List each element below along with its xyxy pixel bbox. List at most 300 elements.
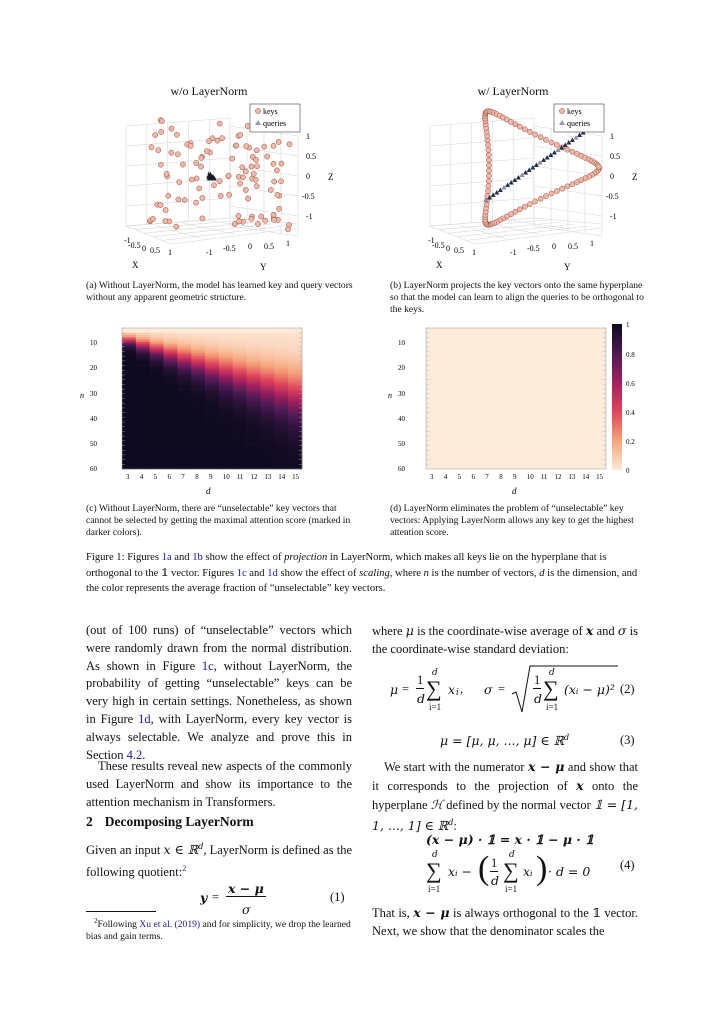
heat-cell bbox=[191, 399, 205, 402]
heat-cell bbox=[288, 441, 302, 444]
z-axis-label: Z bbox=[632, 172, 638, 182]
heat-cell bbox=[191, 335, 205, 338]
x-tick: 3 bbox=[125, 473, 130, 481]
heat-cell bbox=[247, 438, 261, 441]
heat-cell bbox=[260, 413, 274, 416]
heat-cell bbox=[233, 448, 247, 451]
heat-cell bbox=[164, 344, 178, 347]
heat-cell bbox=[233, 413, 247, 416]
heat-cell bbox=[205, 427, 219, 430]
key-point bbox=[486, 168, 491, 173]
heat-cell bbox=[150, 344, 164, 347]
heat-cell bbox=[274, 464, 288, 467]
key-point bbox=[527, 202, 532, 207]
heat-cell bbox=[205, 417, 219, 420]
colorbar-tick: 0.4 bbox=[626, 409, 635, 417]
heat-cell bbox=[260, 427, 274, 430]
heat-cell bbox=[260, 417, 274, 420]
heat-cell bbox=[150, 438, 164, 441]
x-tick: 4 bbox=[443, 473, 448, 481]
heat-cell bbox=[219, 380, 233, 383]
figure-ref-1b[interactable]: 1b bbox=[192, 552, 203, 563]
heat-cell bbox=[191, 460, 205, 463]
heat-cell bbox=[205, 443, 219, 446]
figure-ref-1d[interactable]: 1d bbox=[267, 567, 278, 579]
heat-cell bbox=[274, 420, 288, 423]
x-tick: 14 bbox=[582, 473, 590, 481]
heat-cell bbox=[191, 330, 205, 333]
heat-cell bbox=[164, 368, 178, 371]
heat-cell bbox=[219, 436, 233, 439]
heat-cell bbox=[219, 410, 233, 413]
y-tick: 60 bbox=[398, 465, 405, 473]
heat-cell bbox=[247, 422, 261, 425]
key-point bbox=[271, 212, 276, 217]
heat-cell bbox=[164, 462, 178, 465]
footnote-mark[interactable]: 2 bbox=[182, 863, 187, 873]
key-point bbox=[271, 217, 276, 222]
heat-cell bbox=[164, 391, 178, 394]
heat-cell bbox=[260, 399, 274, 402]
heat-cell bbox=[233, 438, 247, 441]
heat-cell bbox=[191, 333, 205, 336]
heat-cell bbox=[205, 328, 219, 331]
heat-cell bbox=[233, 333, 247, 336]
heat-cell bbox=[260, 363, 274, 366]
heat-cell bbox=[274, 361, 288, 364]
heat-cell bbox=[136, 438, 150, 441]
key-point bbox=[244, 144, 249, 149]
heat-cell bbox=[136, 330, 150, 333]
heat-cell bbox=[136, 403, 150, 406]
key-point bbox=[198, 164, 203, 169]
heat-cell bbox=[150, 384, 164, 387]
heat-cell bbox=[150, 366, 164, 369]
citation-xu-2019[interactable]: Xu et al. (2019) bbox=[139, 919, 201, 931]
heat-cell bbox=[122, 333, 136, 336]
heat-cell bbox=[219, 462, 233, 465]
x-tick: 12 bbox=[554, 473, 562, 481]
heat-cell bbox=[164, 403, 178, 406]
heat-cell bbox=[233, 344, 247, 347]
y-tick: 0.5 bbox=[568, 242, 578, 251]
heat-cell bbox=[233, 382, 247, 385]
heat-cell bbox=[136, 462, 150, 465]
key-point bbox=[238, 132, 243, 137]
y-tick: 50 bbox=[90, 440, 97, 448]
heat-cell bbox=[164, 380, 178, 383]
heat-cell bbox=[260, 330, 274, 333]
y-tick: 0 bbox=[248, 242, 252, 251]
heat-cell bbox=[136, 434, 150, 437]
heat-cell bbox=[260, 394, 274, 397]
heat-cell bbox=[136, 368, 150, 371]
query-point bbox=[574, 135, 579, 140]
heat-cell bbox=[136, 401, 150, 404]
heat-cell bbox=[274, 443, 288, 446]
key-point bbox=[560, 186, 565, 191]
heat-cell bbox=[247, 349, 261, 352]
panel-b-3d-scatter bbox=[414, 98, 644, 278]
heat-cell bbox=[274, 399, 288, 402]
y-tick: 30 bbox=[90, 390, 97, 398]
heat-cell bbox=[150, 328, 164, 331]
y-tick: -0.5 bbox=[223, 244, 236, 253]
equation-2-number: (2) bbox=[620, 682, 635, 696]
heat-cell bbox=[150, 415, 164, 418]
heat-cell bbox=[136, 352, 150, 355]
heat-cell bbox=[219, 408, 233, 411]
key-point bbox=[158, 202, 163, 207]
heat-cell bbox=[122, 464, 136, 467]
heat-cell bbox=[260, 438, 274, 441]
heat-cell bbox=[219, 375, 233, 378]
heat-cell bbox=[150, 330, 164, 333]
key-point bbox=[517, 124, 522, 129]
heat-cell bbox=[191, 342, 205, 345]
heat-cell bbox=[205, 370, 219, 373]
colorbar-tick: 0.8 bbox=[626, 351, 635, 359]
heat-cell bbox=[205, 446, 219, 449]
heat-cell bbox=[164, 434, 178, 437]
heat-cell bbox=[136, 410, 150, 413]
key-point bbox=[485, 142, 490, 147]
heat-cell bbox=[233, 373, 247, 376]
heat-cell bbox=[205, 335, 219, 338]
heat-cell bbox=[274, 356, 288, 359]
panel-a-3d-scatter bbox=[110, 98, 340, 278]
grid-line bbox=[430, 158, 534, 166]
heat-cell bbox=[288, 380, 302, 383]
equation-2: μ = 1 d d ∑ i=1 x i , σ = 1 d d ∑ i=1 (xᵢ − μ)² (2) bbox=[390, 664, 640, 720]
x-tick: 5 bbox=[153, 473, 158, 481]
key-point bbox=[486, 147, 491, 152]
query-point bbox=[534, 163, 539, 168]
heat-cell bbox=[122, 436, 136, 439]
heat-cell bbox=[219, 349, 233, 352]
heat-cell bbox=[164, 354, 178, 357]
heat-cell bbox=[219, 450, 233, 453]
heat-cell bbox=[274, 363, 288, 366]
x-tick: 8 bbox=[195, 473, 199, 481]
heat-cell bbox=[219, 406, 233, 409]
heat-cell bbox=[274, 352, 288, 355]
heat-cell bbox=[177, 431, 191, 434]
key-point bbox=[227, 192, 232, 197]
heat-cell bbox=[288, 342, 302, 345]
heat-cell bbox=[150, 453, 164, 456]
heat-cell bbox=[205, 420, 219, 423]
key-point bbox=[251, 171, 256, 176]
panel-b-title: w/ LayerNorm bbox=[477, 84, 549, 98]
heat-cell bbox=[177, 403, 191, 406]
heat-cell bbox=[260, 380, 274, 383]
heat-cell bbox=[219, 366, 233, 369]
heat-cell bbox=[177, 434, 191, 437]
heat-cell bbox=[164, 410, 178, 413]
heat-cell bbox=[150, 431, 164, 434]
heat-cell bbox=[177, 455, 191, 458]
heat-cell bbox=[136, 399, 150, 402]
key-point bbox=[276, 139, 281, 144]
heat-cell bbox=[177, 457, 191, 460]
query-point bbox=[570, 138, 575, 143]
key-point bbox=[211, 183, 216, 188]
heat-cell bbox=[177, 399, 191, 402]
panel-d-cells bbox=[426, 328, 606, 469]
y-tick: 10 bbox=[398, 339, 405, 347]
heat-cell bbox=[122, 460, 136, 463]
heat-cell bbox=[205, 363, 219, 366]
heat-cell bbox=[219, 396, 233, 399]
figure-ref-1a[interactable]: 1a bbox=[161, 552, 172, 563]
x-tick: 6 bbox=[167, 473, 171, 481]
heat-cell bbox=[288, 389, 302, 392]
heat-cell bbox=[177, 330, 191, 333]
heat-cell bbox=[247, 359, 261, 362]
heat-cell bbox=[136, 384, 150, 387]
heat-cell bbox=[136, 417, 150, 420]
key-point bbox=[285, 227, 290, 232]
heat-cell bbox=[164, 359, 178, 362]
heat-cell bbox=[164, 349, 178, 352]
heat-cell bbox=[191, 347, 205, 350]
heat-cell bbox=[136, 347, 150, 350]
ref-section-4-2[interactable]: 4.2 bbox=[126, 747, 143, 762]
ref-figure-1c[interactable]: 1c bbox=[201, 658, 214, 673]
query-point bbox=[541, 158, 546, 163]
heat-cell bbox=[205, 356, 219, 359]
heat-cell bbox=[274, 450, 288, 453]
y-tick: 1 bbox=[286, 239, 290, 248]
heat-cell bbox=[191, 408, 205, 411]
heat-cell bbox=[177, 361, 191, 364]
y-tick: 0.5 bbox=[264, 242, 274, 251]
key-point bbox=[232, 221, 237, 226]
heat-cell bbox=[205, 422, 219, 425]
heat-cell bbox=[205, 399, 219, 402]
panel-b-caption: (b) LayerNorm projects the key vectors onto the same hyperplane so that the model can learn to align the queries to be orthogonal to the keys. bbox=[390, 280, 644, 315]
heat-cell bbox=[288, 436, 302, 439]
heat-cell bbox=[247, 415, 261, 418]
heat-cell bbox=[136, 457, 150, 460]
heat-cell bbox=[205, 396, 219, 399]
legend-keys-marker bbox=[559, 108, 564, 113]
heat-cell bbox=[191, 448, 205, 451]
heat-cell bbox=[177, 424, 191, 427]
heat-cell bbox=[247, 436, 261, 439]
heat-cell bbox=[177, 396, 191, 399]
heat-cell bbox=[233, 462, 247, 465]
heat-cell bbox=[288, 370, 302, 373]
heat-cell bbox=[233, 406, 247, 409]
heat-cell bbox=[164, 446, 178, 449]
key-point bbox=[230, 156, 235, 161]
heat-cell bbox=[219, 453, 233, 456]
heat-cell bbox=[136, 380, 150, 383]
ref-figure-1d[interactable]: 1d bbox=[138, 711, 151, 726]
heat-cell bbox=[247, 352, 261, 355]
heat-cell bbox=[288, 446, 302, 449]
x-tick: 15 bbox=[292, 473, 300, 481]
heat-cell bbox=[219, 429, 233, 432]
heat-cell bbox=[177, 352, 191, 355]
heat-cell bbox=[233, 387, 247, 390]
heat-cell bbox=[247, 396, 261, 399]
heat-cell bbox=[164, 438, 178, 441]
heat-cell bbox=[288, 347, 302, 350]
key-point bbox=[189, 177, 194, 182]
heat-cell bbox=[164, 422, 178, 425]
heat-cell bbox=[177, 462, 191, 465]
heat-cell bbox=[274, 448, 288, 451]
heat-cell bbox=[136, 408, 150, 411]
query-point bbox=[516, 175, 521, 180]
heat-cell bbox=[260, 366, 274, 369]
key-point bbox=[169, 126, 174, 131]
heat-cell bbox=[177, 460, 191, 463]
heat-cell bbox=[233, 377, 247, 380]
heat-cell bbox=[233, 352, 247, 355]
heat-cell bbox=[205, 340, 219, 343]
heat-cell bbox=[260, 354, 274, 357]
heat-cell bbox=[164, 340, 178, 343]
heat-cell bbox=[288, 403, 302, 406]
heat-cell bbox=[191, 420, 205, 423]
heat-cell bbox=[136, 349, 150, 352]
heat-cell bbox=[247, 340, 261, 343]
heat-cell bbox=[177, 337, 191, 340]
heat-cell bbox=[288, 375, 302, 378]
heat-cell bbox=[247, 455, 261, 458]
heat-cell bbox=[274, 394, 288, 397]
query-point bbox=[563, 143, 568, 148]
heat-cell bbox=[288, 408, 302, 411]
heat-cell bbox=[205, 391, 219, 394]
heat-cell bbox=[233, 363, 247, 366]
heat-cell bbox=[274, 377, 288, 380]
heat-cell bbox=[150, 335, 164, 338]
heat-cell bbox=[219, 382, 233, 385]
heat-cell bbox=[164, 382, 178, 385]
heat-cell bbox=[191, 446, 205, 449]
heat-cell bbox=[177, 394, 191, 397]
heat-cell bbox=[150, 401, 164, 404]
heat-cell bbox=[164, 455, 178, 458]
heat-cell bbox=[233, 434, 247, 437]
y-tick: 0 bbox=[552, 242, 556, 251]
heat-cell bbox=[219, 361, 233, 364]
heat-cell bbox=[191, 436, 205, 439]
x-axis-label: X bbox=[132, 260, 139, 270]
heat-cell bbox=[219, 394, 233, 397]
heat-cell bbox=[150, 434, 164, 437]
heat-cell bbox=[164, 420, 178, 423]
heat-cell bbox=[136, 377, 150, 380]
heat-cell bbox=[205, 361, 219, 364]
heat-cell bbox=[260, 436, 274, 439]
key-point bbox=[236, 213, 241, 218]
heat-cell bbox=[247, 337, 261, 340]
figure-ref-1c[interactable]: 1c bbox=[236, 567, 247, 579]
heat-cell bbox=[164, 363, 178, 366]
heat-cell bbox=[177, 333, 191, 336]
heat-cell bbox=[122, 417, 136, 420]
key-point bbox=[254, 148, 259, 153]
heat-cell bbox=[150, 356, 164, 359]
x-tick: 10 bbox=[526, 473, 534, 481]
key-point bbox=[215, 138, 220, 143]
heat-cell bbox=[260, 370, 274, 373]
heat-cell bbox=[191, 415, 205, 418]
heat-cell bbox=[136, 464, 150, 467]
heat-cell bbox=[164, 441, 178, 444]
x-tick: 3 bbox=[429, 473, 434, 481]
heat-cell bbox=[177, 349, 191, 352]
heat-cell bbox=[164, 396, 178, 399]
heat-cell bbox=[219, 342, 233, 345]
heat-cell bbox=[205, 375, 219, 378]
heat-cell bbox=[191, 394, 205, 397]
heat-cell bbox=[191, 413, 205, 416]
heat-cell bbox=[274, 429, 288, 432]
query-point bbox=[494, 190, 499, 195]
heat-cell bbox=[274, 340, 288, 343]
z-tick: -1 bbox=[306, 212, 313, 221]
section-heading: 2 Decomposing LayerNorm bbox=[86, 814, 254, 829]
x-tick: 1 bbox=[168, 248, 172, 257]
heat-cell bbox=[260, 382, 274, 385]
heat-cell bbox=[191, 356, 205, 359]
heat-cell bbox=[205, 410, 219, 413]
heat-cell bbox=[247, 347, 261, 350]
heat-cell bbox=[260, 347, 274, 350]
heat-cell bbox=[164, 377, 178, 380]
heat-cell bbox=[219, 354, 233, 357]
heat-cell bbox=[219, 438, 233, 441]
heat-cell bbox=[247, 389, 261, 392]
x-axis-label: d bbox=[512, 486, 517, 496]
equation-3-number: (3) bbox=[620, 733, 635, 747]
heat-cell bbox=[233, 460, 247, 463]
y-tick: 20 bbox=[90, 364, 97, 372]
key-point bbox=[200, 195, 205, 200]
heat-cell bbox=[274, 417, 288, 420]
heat-cell bbox=[233, 443, 247, 446]
heat-cell bbox=[205, 377, 219, 380]
heat-cell bbox=[274, 384, 288, 387]
heat-cell bbox=[191, 391, 205, 394]
heat-cell bbox=[219, 347, 233, 350]
heat-cell bbox=[205, 330, 219, 333]
heat-cell bbox=[150, 361, 164, 364]
heat-cell bbox=[164, 333, 178, 336]
heat-cell bbox=[177, 391, 191, 394]
panel-a-title: w/o LayerNorm bbox=[170, 84, 248, 98]
heat-cell bbox=[274, 370, 288, 373]
x-tick: 13 bbox=[568, 473, 576, 481]
heat-cell bbox=[191, 438, 205, 441]
heat-cell bbox=[260, 396, 274, 399]
heat-cell bbox=[150, 399, 164, 402]
heat-cell bbox=[219, 340, 233, 343]
y-tick: 40 bbox=[398, 415, 405, 423]
heat-cell bbox=[288, 352, 302, 355]
heat-cell bbox=[247, 375, 261, 378]
heat-cell bbox=[288, 413, 302, 416]
key-point bbox=[159, 118, 164, 123]
key-point bbox=[279, 161, 284, 166]
